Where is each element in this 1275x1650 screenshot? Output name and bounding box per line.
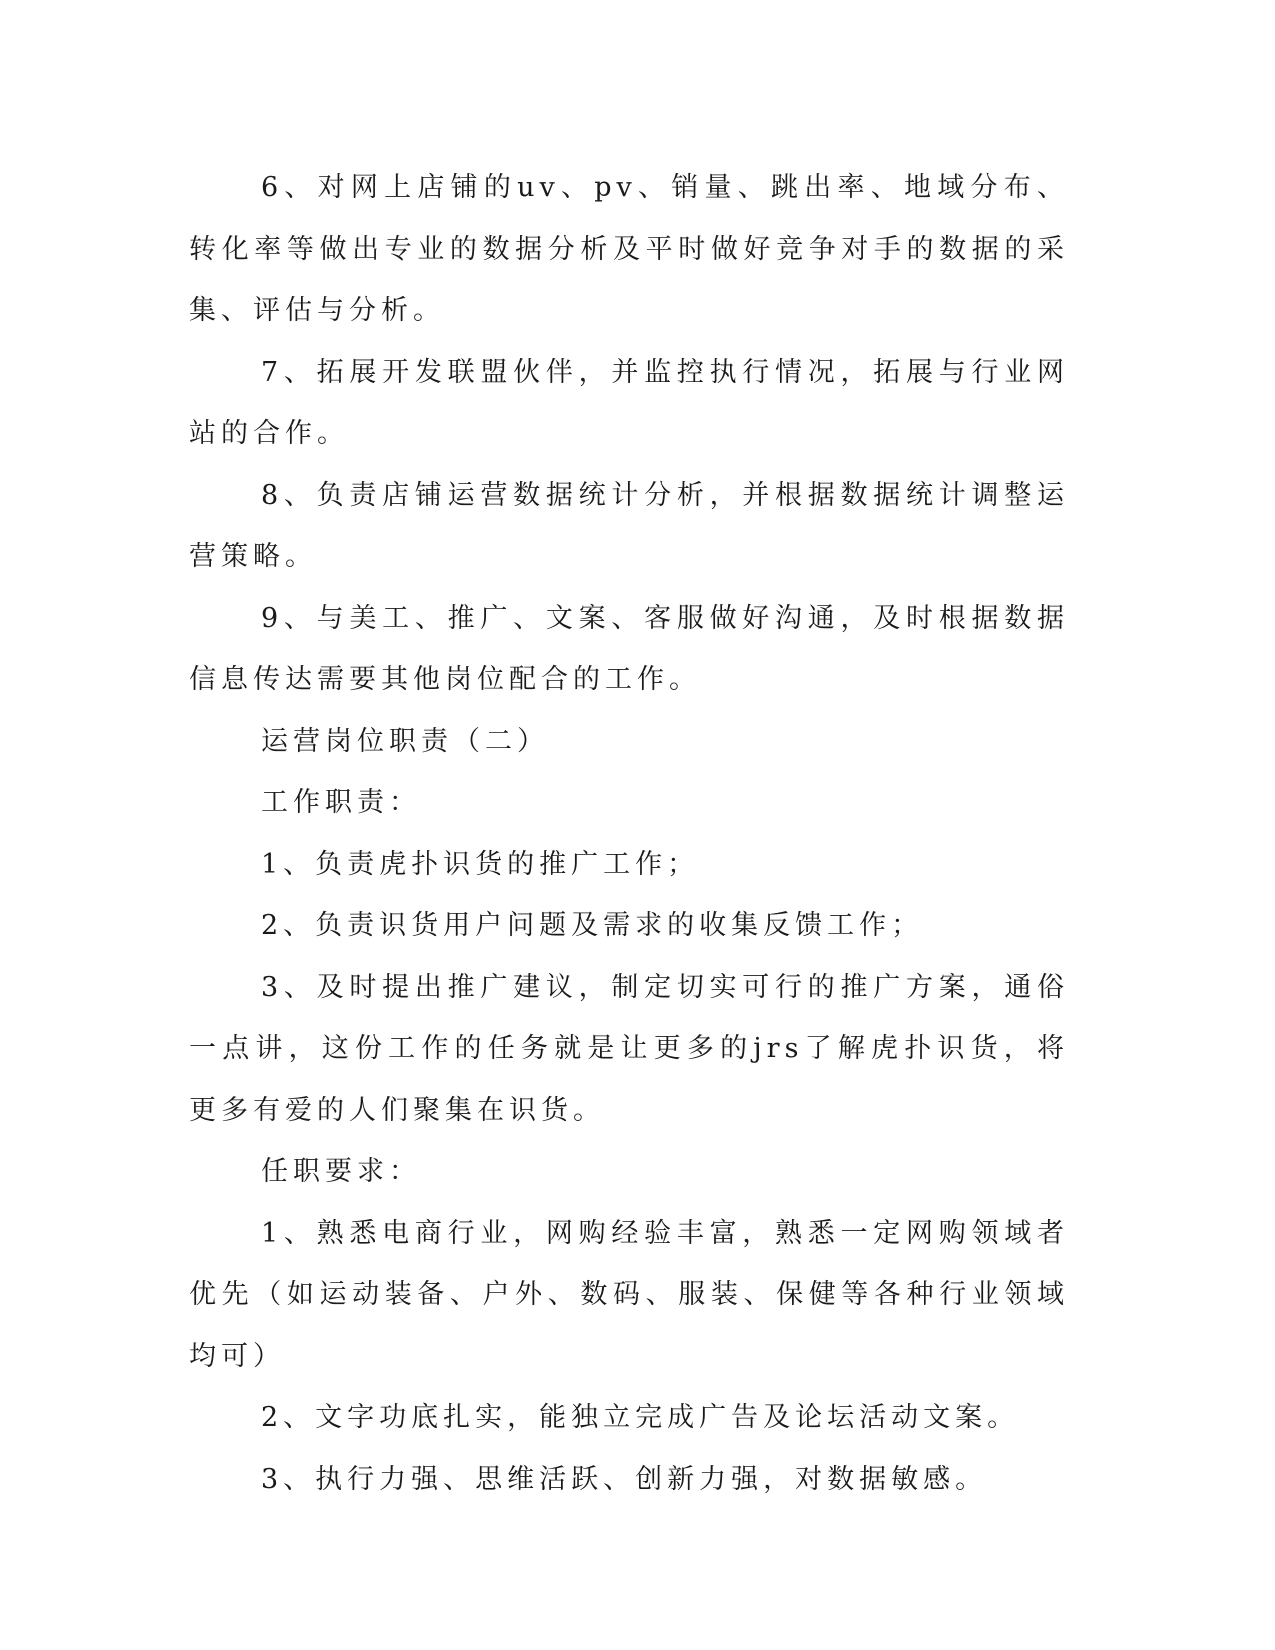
document-body xyxy=(189,157,1069,1510)
section-heading: 运营岗位职责（二） xyxy=(261,725,549,757)
paragraph-responsibility-1: 1、负责虎扑识货的推广工作； xyxy=(261,848,700,880)
paragraph-duty-6: 6、对网上店铺的uv、pv、销量、跳出率、地域分布、转化率等做出专业的数据分析及平时做好竞争对手的数据的采集、评估与分析。 xyxy=(189,172,1069,326)
paragraph-responsibility-2: 2、负责识货用户问题及需求的收集反馈工作； xyxy=(261,910,924,941)
subheading-requirements: 任职要求： xyxy=(261,1156,421,1187)
paragraph-duty-7: 7、拓展开发联盟伙伴，并监控执行情况，拓展与行业网站的合作。 xyxy=(189,356,1069,449)
paragraph-requirement-2: 2、文字功底扎实，能独立完成广告及论坛活动文案。 xyxy=(261,1402,1020,1433)
paragraph-duty-9: 9、与美工、推广、文案、客服做好沟通，及时根据数据信息传达需要其他岗位配合的工作。 xyxy=(189,602,1069,695)
paragraph-requirement-3: 3、执行力强、思维活跃、创新力强，对数据敏感。 xyxy=(261,1463,988,1495)
paragraph-requirement-1: 1、熟悉电商行业，网购经验丰富，熟悉一定网购领域者优先（如运动装备、户外、数码、服装、保健等各种行业领域均可） xyxy=(189,1217,1069,1372)
paragraph-duty-8: 8、负责店铺运营数据统计分析，并根据数据统计调整运营策略。 xyxy=(189,479,1069,572)
paragraph-responsibility-3: 3、及时提出推广建议，制定切实可行的推广方案，通俗一点讲，这份工作的任务就是让更多的jrs了解虎扑识货，将更多有爱的人们聚集在识货。 xyxy=(189,971,1069,1126)
subheading-responsibilities: 工作职责： xyxy=(261,787,421,818)
